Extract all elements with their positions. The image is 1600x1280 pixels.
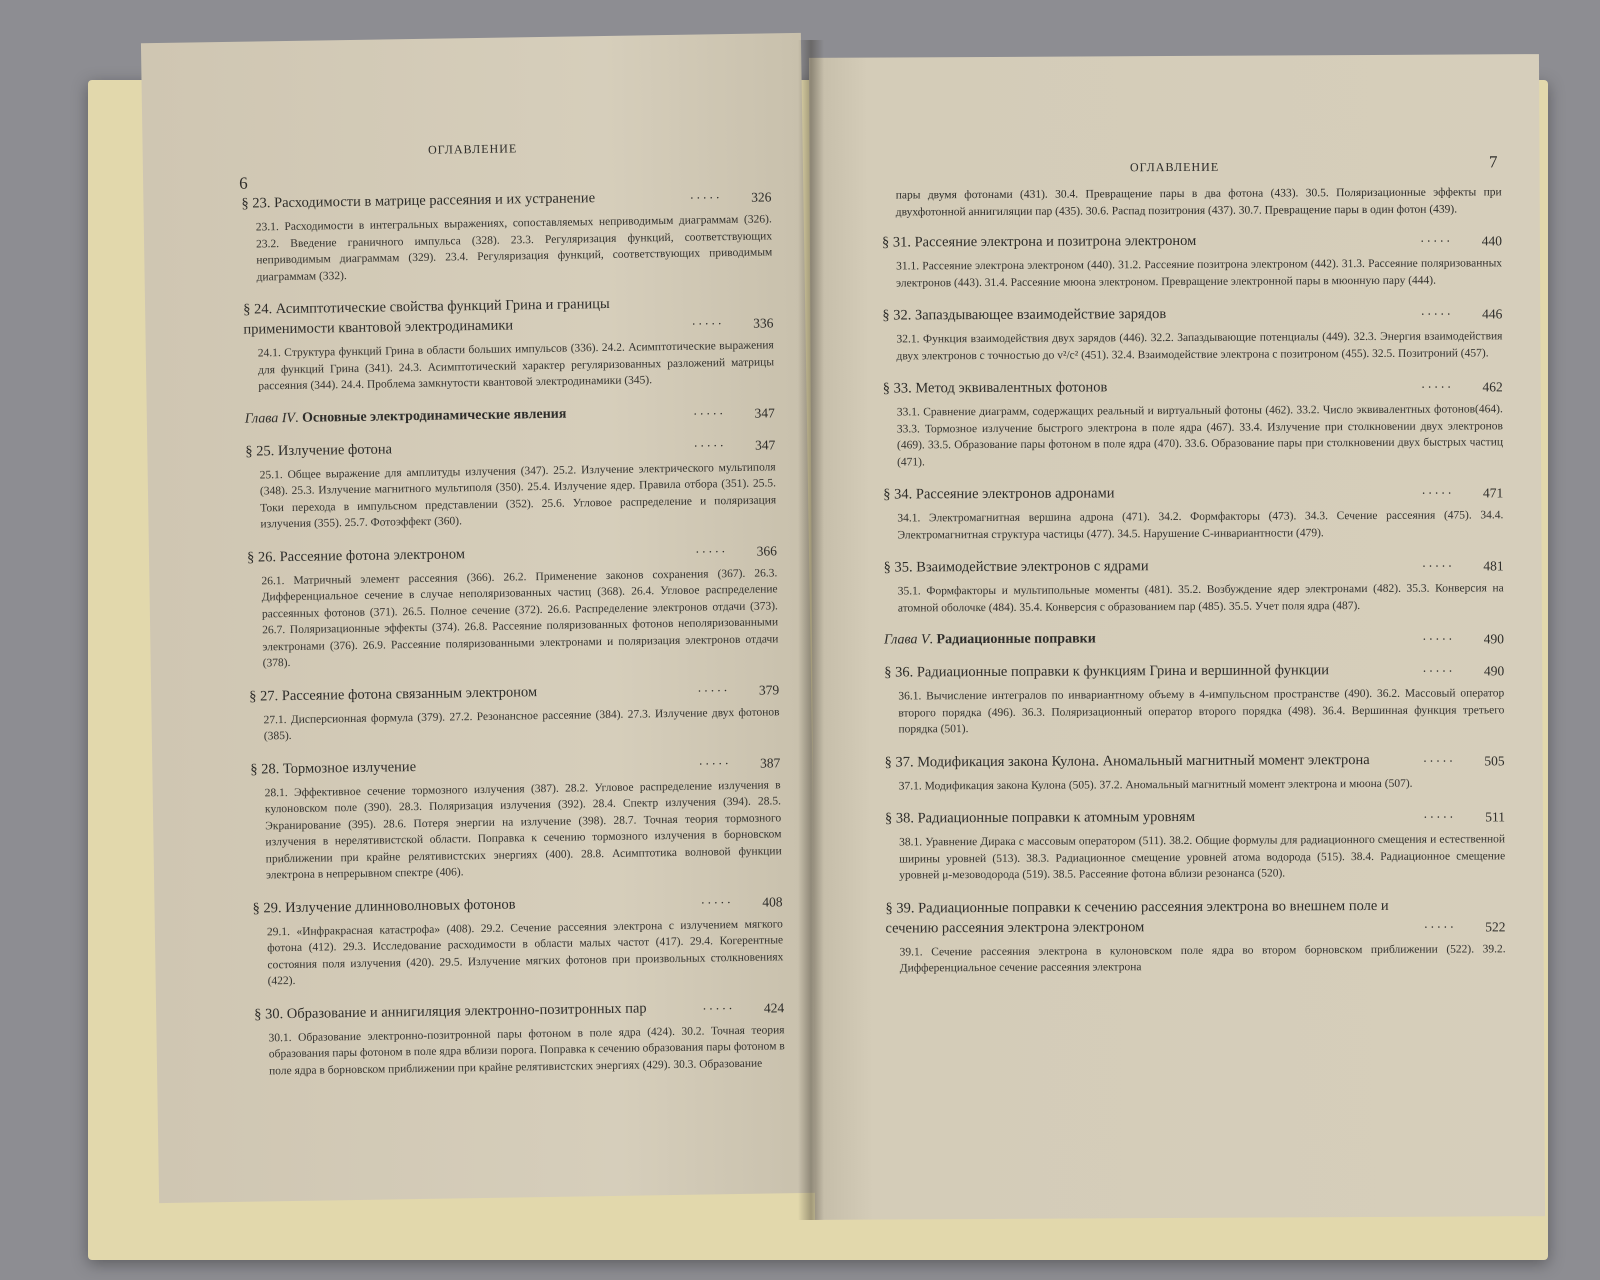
subsection-list: 28.1. Эффективное сечение тормозного излучения (387). 28.2. Угловое распределение излучения в кулоновском поле (390). 28.3. Поляризация излучения (392). 28.4. Спектр излучения (394). 28.5. Экранирование (395). 28.6. Потеря энергии на излучение (398). 28.7. Точная теория тормозного излучения в нерелятивистской области. Поправка к сечению тормозного излучения в борновском приближении при крайне релятивистских энергиях (400). 28.8. Асимптотика волновой функции электрона в непрерывном спектре (406). [264, 778, 782, 882]
leader-dots: . . . . . [702, 996, 733, 1013]
section-title: § 38. Радиационные поправки к атомным уровням [884, 808, 1196, 827]
subsection-list: 29.1. «Инфракрасная катастрофа» (408). 29.2. Сечение рассеяния электрона с излучением мягкого фотона (412). 29.3. Исследование расходимости в области малых частот (417). 29.4. Когерентные состояния поля излучения (420). 29.5. Излучение мягких фотонов при произвольных столкновениях (422). [266, 917, 784, 988]
toc-entry [247, 539, 777, 567]
chapter-label: Глава IV [244, 410, 296, 427]
toc-entry [252, 890, 782, 918]
subsection-list: 27.1. Дисперсионная формула (379). 27.2. Резонансное рассеяние (384). 27.3. Излучение двух фотонов (385). [263, 705, 780, 743]
subsection-list: 31.1. Рассеяние электрона электроном (440). 31.2. Рассеяние позитрона электроном (442). 31.3. Рассеяние поляризованных электронов (443). 31.4. Рассеяние мюона электроном. Превращение электронной пары в мюонную пару (444). [896, 257, 1503, 289]
section-title: § 30. Образование и аннигиляция электронно-позитронных пар [254, 999, 647, 1023]
leader-dots: . . . . . [1424, 915, 1454, 931]
subsection-list: 32.1. Функция взаимодействия двух зарядов (446). 32.2. Запаздывающие потенциалы (449). 32.3. Энергия взаимодействия двух электронов с точностью до v²/c² (451). 32.4. Взаимодействие электрона с позитроном (455). 32.5. Позитроний (457). [896, 330, 1503, 362]
subsection-list: 26.1. Матричный элемент рассеяния (366). 26.2. Применение законов сохранения (367). 26.3. Дифференциальное сечение в случае неполяризованных частиц (368). 26.4. Угловое распределение рассеянных фотонов (371). 26.5. Полное сечение (372). 26.6. Распределение электронов отдачи (373). 26.7. Поляризационные эффекты (374). 26.8. Рассеяние поляризованных фотонов неполяризованными электронами (376). 26.9. Рассеяние поляризованными электронами и поляризация электронов отдачи (378). [261, 566, 779, 670]
toc-chapter [245, 401, 775, 429]
leader-dots: . . . . . [1421, 375, 1451, 391]
section-title: § 24. Асимптотические свойства функций Грина и границы применимости квантовой электродинамики [243, 295, 610, 338]
subsection-list: 24.1. Структура функций Грина в области больших импульсов (336). 24.2. Асимптотические выражения для функций Грина (341). 24.3. Асимптотический характер регуляризованных разложений матрицы рассеяния (344). 24.4. Проблема замкнутости квантовой электродинамики (345). [257, 339, 775, 393]
leader-dots: . . . . . [701, 890, 731, 907]
section-title: § 36. Радиационные поправки к функциям Грина и вершинной функции [884, 662, 1330, 681]
subsection-list: 35.1. Формфакторы и мультипольные моменты (481). 35.2. Возбуждение ядер электронами (482). 35.3. Конверсия на атомной оболочке (484). 35.4. Конверсия с образованием пар (485). 35.5. Учет поля ядра (487). [897, 582, 1504, 614]
leader-dots: . . . . . [1423, 749, 1453, 765]
toc-page-number: 490 [1483, 663, 1505, 679]
toc-entry [885, 805, 1505, 828]
toc-entry [884, 554, 1504, 577]
section-title: § 34. Рассеяние электронов адронами [883, 485, 1115, 503]
right-page-number: 7 [1488, 152, 1498, 172]
leader-dots: . . . . . [693, 433, 724, 450]
leader-dots: . . . . . [1423, 805, 1453, 821]
toc-page-number: 424 [763, 999, 785, 1016]
toc-page-number: 347 [754, 436, 776, 453]
leader-dots: . . . . . [691, 312, 722, 328]
toc-page-number: 347 [754, 404, 775, 421]
toc-entry [254, 996, 784, 1024]
section-title: § 35. Взаимодействие электронов с ядрами [883, 558, 1149, 576]
section-title: § 27. Рассеяние фотона связанным электроном [249, 683, 538, 705]
chapter-name: Основные электродинамические явления [301, 406, 567, 426]
right-toc [882, 184, 1506, 991]
leader-dots: . . . . . [690, 186, 720, 202]
section-title: § 28. Тормозное излучение [250, 758, 417, 778]
toc-chapter [884, 627, 1504, 650]
leader-dots: . . . . . [698, 751, 729, 768]
toc-page-number: 440 [1481, 233, 1502, 249]
leader-dots: . . . . . [1421, 481, 1452, 497]
leader-dots: . . . . . [695, 539, 726, 556]
subsection-list: 30.1. Образование электронно-позитронной пары фотоном в поле ядра (424). 30.2. Точная теория образования пары фотоном в поле ядра вблизи порога. Поправка к сечению образования пары фотоном в поле ядра в борновском приближении при крайне релятивистских энергиях (429). 30.3. Образование [268, 1023, 785, 1077]
section-title: § 31. Рассеяние электрона и позитрона электроном [881, 232, 1197, 251]
toc-page-number: 462 [1482, 379, 1503, 395]
section-title: § 23. Расходимости в матрице рассеяния и их устранение [241, 190, 596, 212]
subsection-list: 33.1. Сравнение диаграмм, содержащих реальный и виртуальный фотоны (462). 33.2. Число эквивалентных фотонов(464). 33.3. Тормозное излучение быстрого электрона в поле ядра (467). 33.4. Излучение при столкновении двух электронов (469). 33.5. Образование пары фотоном в поле ядра (470). 33.6. Образование пары при столкновении двух быстрых частиц (471). [896, 403, 1504, 468]
section-title: § 37. Модификация закона Кулона. Аномальный магнитный момент электрона [884, 751, 1370, 771]
chapter-title: Глава IV. Основные электродинамические явления [244, 406, 567, 427]
chapter-name: Радиационные поправки [936, 631, 1096, 648]
book-gutter [798, 40, 824, 1220]
right-page-header: ОГЛАВЛЕНИЕ [1129, 159, 1220, 175]
toc-entry [883, 375, 1503, 398]
chapter-label: Глава V [883, 632, 930, 648]
toc-page-number: 387 [759, 754, 781, 771]
toc-entry [241, 185, 771, 213]
leader-dots: . . . . . [1420, 229, 1450, 245]
toc-page-number: 336 [753, 315, 774, 331]
toc-page-number: 511 [1485, 809, 1505, 825]
subsection-list: 38.1. Уравнение Дирака с массовым оператором (511). 38.2. Общие формулы для радиационного смещения и естественной ширины уровней (513). 38.3. Радиационное смещение уровней атома водорода (515). 38.4. Радиационное смещение уровней μ-мезоводорода (519). 38.5. Рассеяние фотона вблизи резонанса (520). [899, 833, 1506, 882]
right-page [809, 54, 1545, 1220]
section-title: § 33. Метод эквивалентных фотонов [882, 379, 1108, 397]
toc-continuation: пары двумя фотонами (431). 30.4. Превращение пары в два фотона (433). 30.5. Поляризационные эффекты при двухфотонной аннигиляции пар (435). 30.6. Распад позитрония (437). 30.7. Превращение пары в один фотон (439). [895, 186, 1502, 218]
subsection-list: 36.1. Вычисление интегралов по инвариантному объему в 4-импульсном пространстве (490). 36.2. Массовый оператор второго порядка (496). 36.3. Поляризационный оператор второго порядка (498). 36.4. Вершинная функция третьего порядка (501). [898, 687, 1505, 736]
toc-entry [250, 751, 780, 779]
left-page-header: ОГЛАВЛЕНИЕ [427, 141, 518, 157]
subsection-list: 23.1. Расходимости в интегральных выражениях, сопоставляемых неприводимым диаграммам (326). 23.2. Введение граничного импульса (328). 23.3. Регуляризация функций, соответствующих неприводимым диаграммам (329). 23.4. Регуляризация функций, соответствующих приводимым диаграммам (332). [255, 213, 773, 283]
left-page-number: 6 [238, 173, 248, 193]
toc-entry [885, 749, 1505, 772]
section-title: § 39. Радиационные поправки к сечению рассеяния электрона во внешнем поле и сечению рассеяния электрона электроном [885, 897, 1389, 937]
leader-dots: . . . . . [1422, 659, 1453, 675]
toc-page-number: 522 [1485, 918, 1506, 934]
toc-page-number: 490 [1483, 631, 1505, 647]
leader-dots: . . . . . [1422, 554, 1452, 570]
toc-entry [882, 302, 1502, 325]
toc-page-number: 408 [762, 893, 783, 910]
toc-page-number: 505 [1484, 752, 1505, 768]
subsection-list: 37.1. Модификация закона Кулона (505). 37.2. Аномальный магнитный момент электрона и мюона (507). [898, 777, 1413, 792]
toc-page-number: 471 [1482, 485, 1504, 501]
section-title: § 26. Рассеяние фотона электроном [246, 545, 466, 566]
leader-dots: . . . . . [697, 678, 728, 695]
section-title: § 29. Излучение длинноволновых фотонов [252, 895, 516, 917]
toc-entry [245, 433, 775, 461]
leader-dots: . . . . . [1421, 302, 1451, 318]
left-page [141, 33, 819, 1203]
toc-entry [882, 229, 1502, 252]
section-title: § 25. Излучение фотона [245, 440, 393, 460]
subsection-list: 39.1. Сечение рассеяния электрона в кулоновском поле ядра во втором борновском приближении (522). 39.2. Дифференциальное сечение рассеяния электрона [899, 942, 1506, 975]
section-title: § 32. Запаздывающее взаимодействие зарядов [882, 306, 1167, 324]
toc-page-number: 326 [751, 189, 772, 205]
toc-page-number: 379 [758, 681, 780, 698]
left-toc [238, 173, 785, 1093]
toc-entry [885, 895, 1505, 938]
toc-entry [243, 291, 774, 339]
toc-entry [249, 678, 779, 706]
chapter-title: Глава V. Радиационные поправки [883, 631, 1096, 648]
leader-dots: . . . . . [693, 401, 723, 418]
leader-dots: . . . . . [1422, 627, 1453, 643]
toc-page-number: 481 [1483, 558, 1504, 574]
toc-page-number: 366 [756, 542, 778, 559]
toc-page-number: 446 [1482, 306, 1503, 322]
subsection-list: 34.1. Электромагнитная вершина адрона (471). 34.2. Формфакторы (473). 34.3. Сечение рассеяния (475). 34.4. Электромагнитная структура частицы (477). 34.5. Нарушение C-инвариантности (479). [897, 509, 1504, 541]
subsection-list: 25.1. Общее выражение для амплитуды излучения (347). 25.2. Излучение электрического мультиполя (348). 25.3. Излучение магнитного мультиполя (350). 25.4. Излучение ядер. Правила отбора (351). 25.5. Токи перехода в импульсном представлении (352). 25.6. Угловое распределение и поляризация излучения (355). 25.7. Фотоэффект (360). [259, 460, 777, 531]
toc-entry [884, 659, 1504, 682]
toc-entry [883, 481, 1503, 504]
